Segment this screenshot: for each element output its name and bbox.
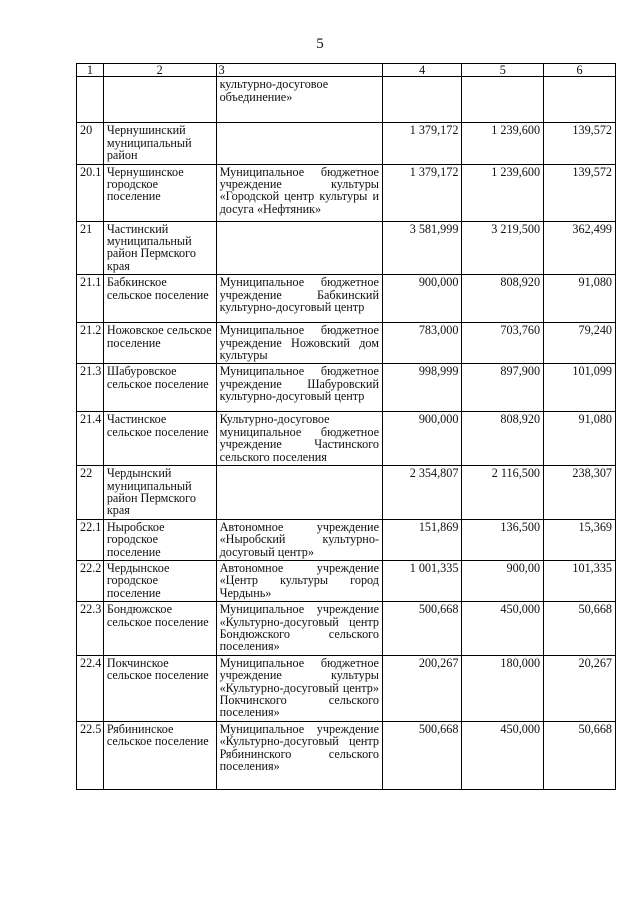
column-header-2: 2 [103, 64, 216, 77]
row-number: 22.1 [77, 519, 104, 560]
value-col4: 998,999 [382, 364, 461, 412]
row-number: 21 [77, 221, 104, 275]
row-number: 22.5 [77, 721, 104, 789]
allocation-table [76, 63, 616, 790]
territory-name: Частинское сельское поселение [103, 412, 216, 466]
value-col5: 808,920 [462, 412, 544, 466]
table-row [77, 655, 616, 721]
value-col6: 139,572 [544, 123, 616, 164]
institution-name [216, 221, 382, 275]
value-col4: 1 379,172 [382, 123, 461, 164]
value-col6: 50,668 [544, 721, 616, 789]
territory-name: Чердынский муниципальный район Пермского края [103, 466, 216, 520]
value-col6: 15,369 [544, 519, 616, 560]
table-header-row [77, 64, 616, 77]
territory-name: Чернушинский муниципальный район [103, 123, 216, 164]
row-number: 20 [77, 123, 104, 164]
institution-name: Муниципальное бюджетное учреждение Бабкинский культурно-досуговый центр [216, 275, 382, 323]
value-col4: 500,668 [382, 602, 461, 656]
value-col4: 1 001,335 [382, 560, 461, 601]
value-col4 [382, 77, 461, 123]
value-col4: 3 581,999 [382, 221, 461, 275]
value-col6: 139,572 [544, 164, 616, 221]
value-col6: 101,335 [544, 560, 616, 601]
value-col4: 151,869 [382, 519, 461, 560]
value-col4: 2 354,807 [382, 466, 461, 520]
value-col4: 900,000 [382, 275, 461, 323]
table-row [77, 364, 616, 412]
value-col6: 91,080 [544, 275, 616, 323]
institution-name: Муниципальное учреждение «Культурно-досуговый центр Рябининского сельского поселения» [216, 721, 382, 789]
table-row [77, 602, 616, 656]
row-number: 21.1 [77, 275, 104, 323]
table-row [77, 721, 616, 789]
table-row [77, 466, 616, 520]
value-col5: 1 239,600 [462, 164, 544, 221]
row-number: 21.2 [77, 323, 104, 364]
value-col5: 900,00 [462, 560, 544, 601]
value-col5: 450,000 [462, 602, 544, 656]
value-col6: 79,240 [544, 323, 616, 364]
page-number: 5 [316, 36, 324, 52]
value-col5: 180,000 [462, 655, 544, 721]
value-col5: 2 116,500 [462, 466, 544, 520]
institution-name [216, 466, 382, 520]
institution-name: Муниципальное бюджетное учреждение культуры «Городской центр культуры и досуга «Нефтяник» [216, 164, 382, 221]
row-number [77, 77, 104, 123]
table-row [77, 519, 616, 560]
table-row [77, 164, 616, 221]
territory-name: Рябининское сельское поселение [103, 721, 216, 789]
territory-name: Шабуровское сельское поселение [103, 364, 216, 412]
territory-name: Покчинское сельское поселение [103, 655, 216, 721]
value-col5: 703,760 [462, 323, 544, 364]
value-col6: 50,668 [544, 602, 616, 656]
territory-name: Бабкинское сельское поселение [103, 275, 216, 323]
institution-name: Муниципальное бюджетное учреждение Ножовский дом культуры [216, 323, 382, 364]
territory-name: Ножовское сельское поселение [103, 323, 216, 364]
value-col4: 900,000 [382, 412, 461, 466]
institution-name: Автономное учреждение «Центр культуры город Чердынь» [216, 560, 382, 601]
value-col5: 450,000 [462, 721, 544, 789]
row-number: 22 [77, 466, 104, 520]
row-number: 21.3 [77, 364, 104, 412]
column-header-4: 4 [382, 64, 461, 77]
institution-name [216, 123, 382, 164]
value-col6: 101,099 [544, 364, 616, 412]
table-row [77, 560, 616, 601]
value-col5 [462, 77, 544, 123]
value-col4: 200,267 [382, 655, 461, 721]
value-col6: 91,080 [544, 412, 616, 466]
value-col6 [544, 77, 616, 123]
institution-name: Культурно-досуговое муниципальное бюджетное учреждение Частинского сельского поселения [216, 412, 382, 466]
value-col6: 20,267 [544, 655, 616, 721]
value-col6: 238,307 [544, 466, 616, 520]
value-col6: 362,499 [544, 221, 616, 275]
table-body [77, 77, 616, 789]
table-row [77, 275, 616, 323]
table-row [77, 221, 616, 275]
table-row [77, 412, 616, 466]
value-col4: 1 379,172 [382, 164, 461, 221]
value-col5: 3 219,500 [462, 221, 544, 275]
column-header-1: 1 [77, 64, 104, 77]
table-row [77, 123, 616, 164]
territory-name: Чернушинское городское поселение [103, 164, 216, 221]
institution-name: Муниципальное бюджетное учреждение культуры «Культурно-досуговый центр» Покчинского сельского поселения» [216, 655, 382, 721]
territory-name: Бондюжское сельское поселение [103, 602, 216, 656]
territory-name: Ныробское городское поселение [103, 519, 216, 560]
value-col5: 897,900 [462, 364, 544, 412]
value-col5: 136,500 [462, 519, 544, 560]
table-row [77, 323, 616, 364]
value-col4: 783,000 [382, 323, 461, 364]
institution-name: Муниципальное бюджетное учреждение Шабуровский культурно-досуговый центр [216, 364, 382, 412]
row-number: 22.2 [77, 560, 104, 601]
row-number: 20.1 [77, 164, 104, 221]
institution-name: культурно-досуговое объединение» [216, 77, 382, 123]
row-number: 21.4 [77, 412, 104, 466]
row-number: 22.3 [77, 602, 104, 656]
territory-name: Чердынское городское поселение [103, 560, 216, 601]
column-header-5: 5 [462, 64, 544, 77]
value-col5: 808,920 [462, 275, 544, 323]
column-header-3: 3 [216, 64, 382, 77]
institution-name: Муниципальное учреждение «Культурно-досуговый центр Бондюжского сельского поселения» [216, 602, 382, 656]
territory-name: Частинский муниципальный район Пермского края [103, 221, 216, 275]
territory-name [103, 77, 216, 123]
row-number: 22.4 [77, 655, 104, 721]
column-header-6: 6 [544, 64, 616, 77]
table-row [77, 77, 616, 123]
value-col5: 1 239,600 [462, 123, 544, 164]
institution-name: Автономное учреждение «Ныробский культурно-досуговый центр» [216, 519, 382, 560]
value-col4: 500,668 [382, 721, 461, 789]
